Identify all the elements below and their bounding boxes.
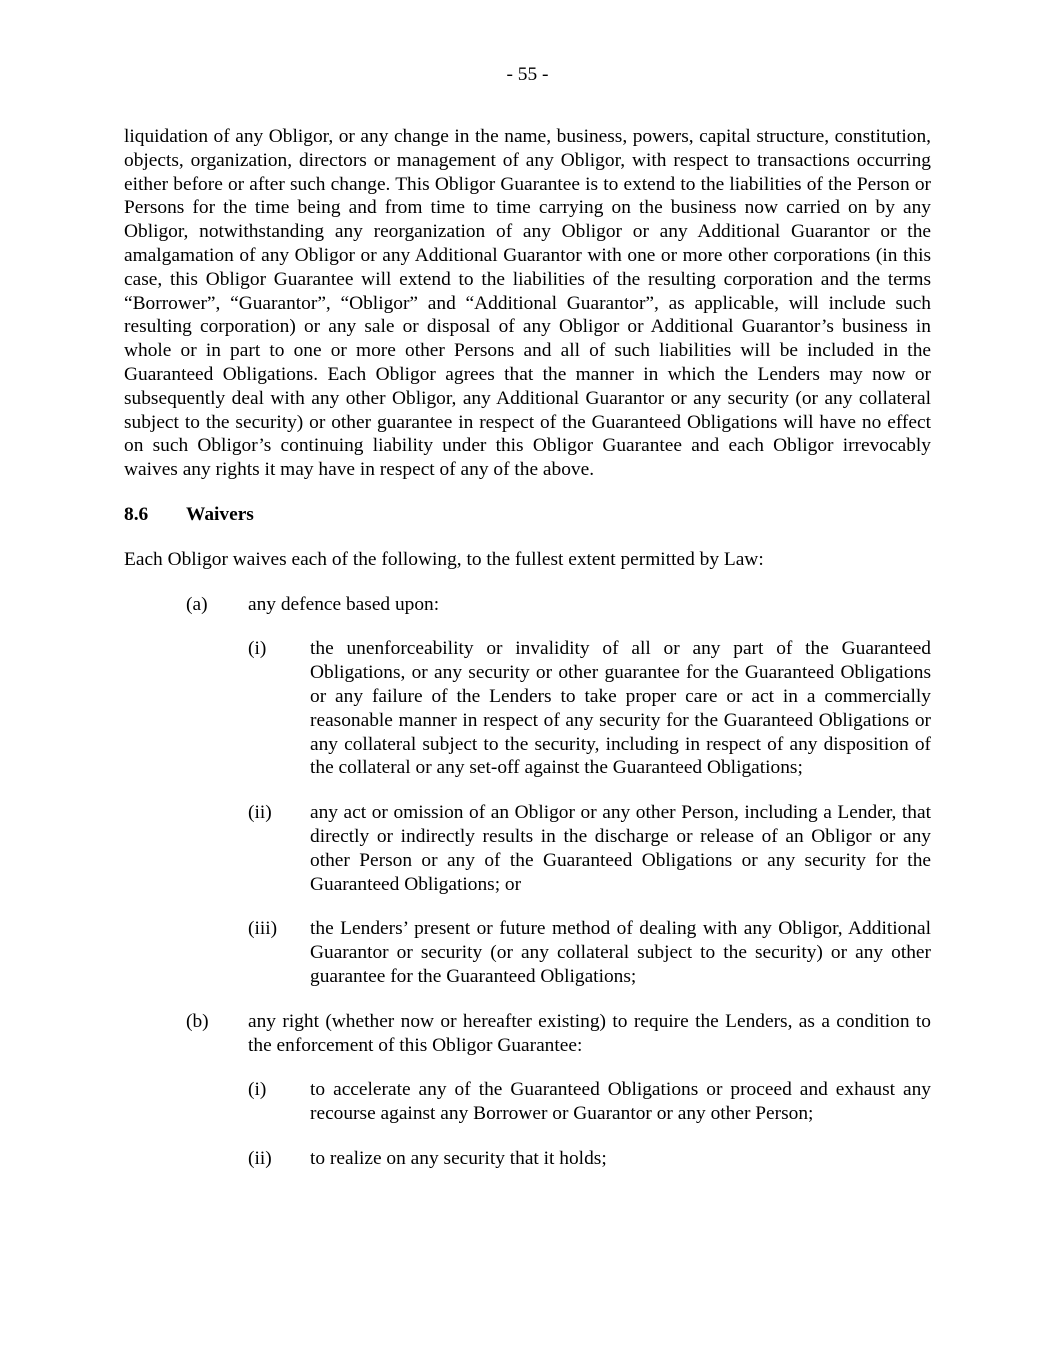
sub-item-label: (i) bbox=[248, 1079, 267, 1101]
list-item-text: any right (whether now or hereafter existing) to require the Lenders, as a condition to the enforcement of this Obligor Guarantee: bbox=[248, 1010, 931, 1056]
list-item-label: (a) bbox=[186, 593, 208, 615]
sub-item-text: any act or omission of an Obligor or any other Person, including a Lender, that directly or indirectly results in the discharge or release of an Obligor or any other Person or any of the Guaranteed Obligations or any security for the Guaranteed Obligations; or bbox=[310, 802, 931, 895]
sub-item-text: the unenforceability or invalidity of all or any part of the Guaranteed Obligations, or any security or other guarantee for the Guaranteed Obligations or any failure of the Lenders to take proper care or act in a commercially reasonable manner in respect of any security for the Guaranteed Obligations or any collateral subject to the security, including in respect of any disposition of the collateral or any set-off against the Guaranteed Obligations; bbox=[310, 638, 931, 779]
list-item-text: any defence based upon: bbox=[248, 593, 440, 615]
sub-item-label: (ii) bbox=[248, 802, 272, 824]
sub-item-label: (ii) bbox=[248, 1147, 272, 1169]
sub-item-a-iii bbox=[248, 917, 931, 988]
sub-item-a-i bbox=[248, 637, 931, 780]
continuation-paragraph: liquidation of any Obligor, or any change in the name, business, powers, capital structure, constitution, objects, organization, directors or management of any Obligor, with respect to transactions occurring either before or after such change. This Obligor Guarantee is to extend to the liabilities of the Person or Persons for the time being and from time to time carrying on the business now carried on by any Obligor, notwithstanding any reorganization of any Obligor or any Additional Guarantor or the amalgamation of any Obligor or any Additional Guarantor with one or more other corporations (in this case, this Obligor Guarantee will extend to the liabilities of the resulting corporation and the terms “Borrower”, “Guarantor”, “Obligor” and “Additional Guarantor”, as applicable, will include such resulting corporation) or any sale or disposal of any Obligor or Additional Guarantor’s business in whole or in part to one or more other Persons and all of such liabilities will be included in the Guaranteed Obligations. Each Obligor agrees that the manner in which the Lenders may now or subsequently deal with any other Obligor, any Additional Guarantor or any security (or any collateral subject to the security) or other guarantee in respect of the Guaranteed Obligations will have no effect on such Obligor’s continuing liability under this Obligor Guarantee and each Obligor irrevocably waives any rights it may have in respect of any of the above. bbox=[124, 126, 931, 481]
list-item-label: (b) bbox=[186, 1010, 209, 1032]
sub-item-b-i bbox=[248, 1078, 931, 1126]
list-item-b bbox=[186, 1010, 931, 1058]
sub-item-b-ii bbox=[248, 1147, 931, 1171]
section-heading bbox=[124, 503, 931, 527]
sub-item-text: to accelerate any of the Guaranteed Obligations or proceed and exhaust any recourse against any Borrower or Guarantor or any other Person; bbox=[310, 1079, 931, 1125]
sub-item-a-ii bbox=[248, 801, 931, 896]
document-body bbox=[124, 125, 931, 1171]
section-intro: Each Obligor waives each of the following, to the fullest extent permitted by Law: bbox=[124, 548, 764, 570]
sub-item-text: to realize on any security that it holds; bbox=[310, 1147, 607, 1169]
section-number: 8.6 bbox=[124, 503, 149, 525]
page-number: - 55 - bbox=[506, 64, 549, 85]
sub-item-text: the Lenders’ present or future method of dealing with any Obligor, Additional Guarantor or security (or any collateral subject to the security) or any other guarantee for the Guaranteed Obligations; bbox=[310, 918, 931, 987]
list-item-a bbox=[186, 593, 931, 617]
sub-item-label: (iii) bbox=[248, 918, 278, 940]
section-title: Waivers bbox=[186, 503, 254, 525]
sub-item-label: (i) bbox=[248, 638, 267, 660]
